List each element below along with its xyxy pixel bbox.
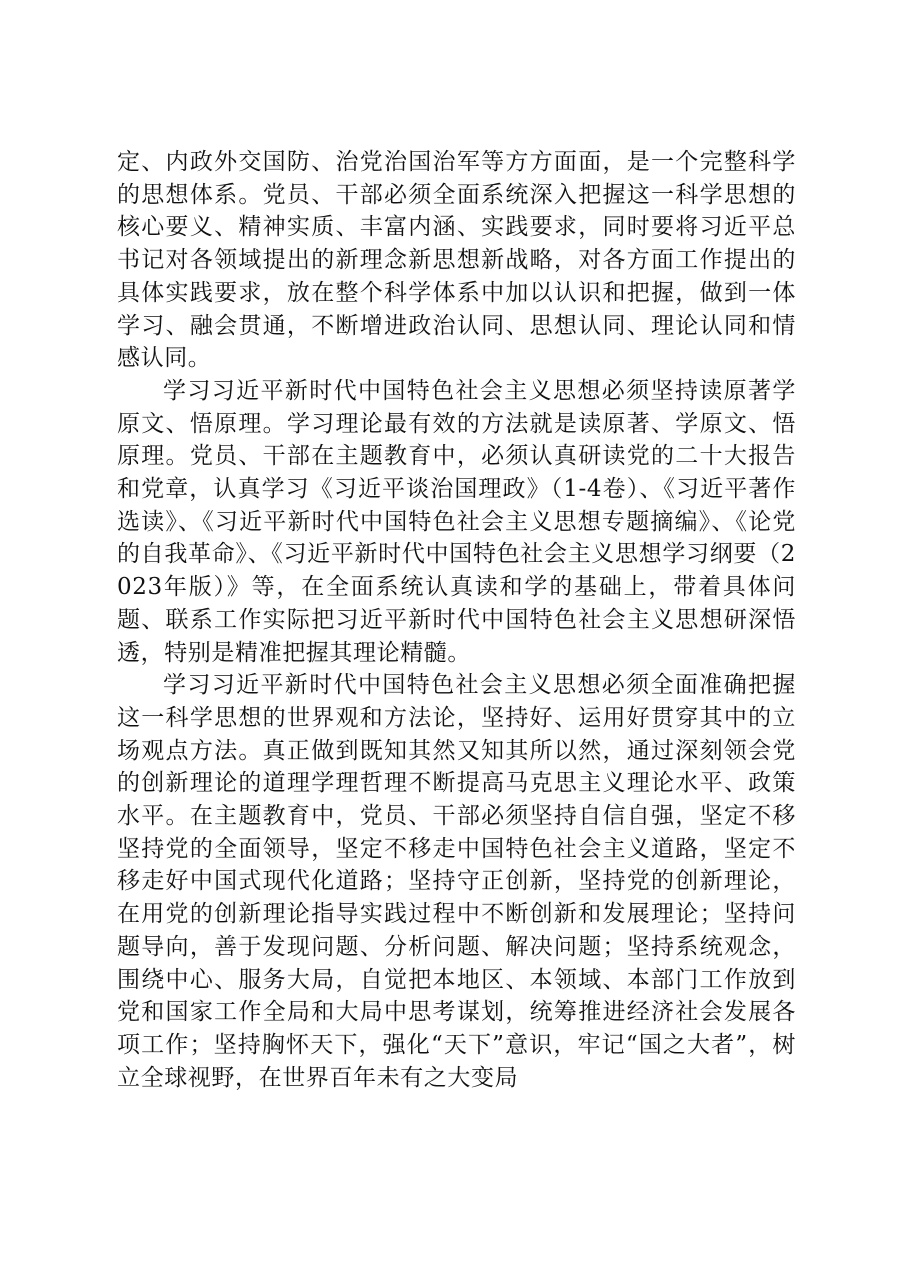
paragraph-read-original-works: 学习习近平新时代中国特色社会主义思想必须坚持读原著学原文、悟原理。学习理论最有效的方法就是读原著、学原文、悟原理。党员、干部在主题教育中，必须认真研读党的二十大报告和党章，认真学习《习近平谈治国理政》（1-4卷）、《习近平著作选读》、《习近平新时代中国特色社会主义思想专题摘编》、《论党的自我革命》、《习近平新时代中国特色社会主义思想学习纲要（2023年版）》等，在全面系统认真读和学的基础上，带着具体问题、联系工作实际把习近平新时代中国特色社会主义思想研深悟透，特别是精准把握其理论精髓。 [117, 377, 796, 666]
paragraph-worldview-methodology: 学习习近平新时代中国特色社会主义思想必须全面准确把握这一科学思想的世界观和方法论，坚持好、运用好贯穿其中的立场观点方法。真正做到既知其然又知其所以然，通过深刻领会党的创新理论的道理学理哲理不断提高马克思主义理论水平、政策水平。在主题教育中，党员、干部必须坚持自信自强，坚定不移坚持党的全面领导，坚定不移走中国特色社会主义道路，坚定不移走好中国式现代化道路；坚持守正创新，坚持党的创新理论，在用党的创新理论指导实践过程中不断创新和发展理论；坚持问题导向，善于发现问题、分析问题、解决问题；坚持系统观念，围绕中心、服务大局，自觉把本地区、本领域、本部门工作放到党和国家工作全局和大局中思考谋划，统筹推进经济社会发展各项工作；坚持胸怀天下，强化“天下”意识，牢记“国之大者”，树立全球视野，在世界百年未有之大变局 [117, 672, 796, 1091]
paragraph-continued: 定、内政外交国防、治党治国治军等方方面面，是一个完整科学的思想体系。党员、干部必须全面系统深入把握这一科学思想的核心要义、精神实质、丰富内涵、实践要求，同时要将习近平总书记对各领域提出的新理念新思想新战略，对各方面工作提出的具体实践要求，放在整个科学体系中加以认识和把握，做到一体学习、融会贯通，不断增进政治认同、思想认同、理论认同和情感认同。 [117, 149, 796, 372]
document-body [117, 146, 796, 1094]
